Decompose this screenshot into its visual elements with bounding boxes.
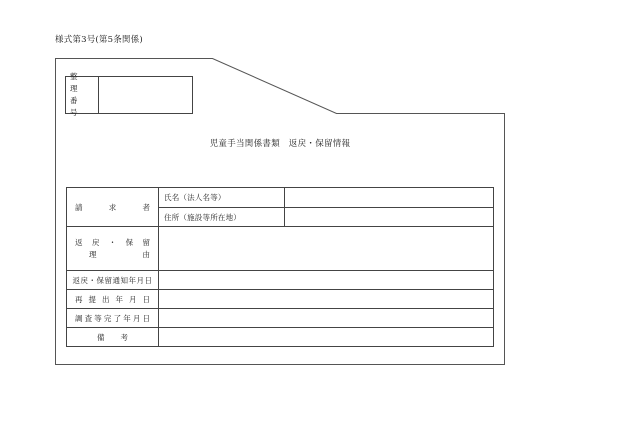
- claimant-label: 請求者: [67, 188, 159, 227]
- remarks-label: 備考: [67, 328, 159, 347]
- survey-done-date-field[interactable]: [159, 309, 494, 328]
- survey-done-date-row: [67, 309, 494, 328]
- return-reason-field[interactable]: [159, 227, 494, 271]
- address-field[interactable]: [285, 208, 494, 227]
- seiri-label-line2: 番 号: [70, 96, 83, 117]
- resubmit-date-label: 再提出年月日: [67, 290, 159, 309]
- survey-done-date-label: 調査等完了年月日: [67, 309, 159, 328]
- remarks-field[interactable]: [159, 328, 494, 347]
- info-table: [66, 187, 494, 347]
- return-reason-row: [67, 227, 494, 271]
- address-label: 住所（施設等所在地）: [159, 208, 285, 227]
- resubmit-date-field[interactable]: [159, 290, 494, 309]
- notice-date-row: [67, 271, 494, 290]
- seiri-bangou-field[interactable]: [99, 77, 192, 113]
- name-label: 氏名（法人名等）: [159, 188, 285, 208]
- return-reason-line1: 返戻・保留: [75, 237, 150, 247]
- seiri-bangou-box: [65, 72, 193, 117]
- document-title: 児童手当関係書類 返戻・保留情報: [209, 139, 351, 149]
- return-reason-label: [67, 227, 159, 271]
- return-reason-line2: 理由: [89, 249, 150, 259]
- seiri-label-line1: 整 理: [70, 72, 83, 93]
- name-field[interactable]: [285, 188, 494, 208]
- remarks-row: [67, 328, 494, 347]
- seiri-bangou-label: [66, 72, 99, 117]
- resubmit-date-row: [67, 290, 494, 309]
- form-number: 様式第3号(第5条関係): [55, 35, 143, 45]
- notice-date-label: 返戻・保留通知年月日: [67, 271, 159, 290]
- notice-date-field[interactable]: [159, 271, 494, 290]
- claimant-name-row: [67, 188, 494, 208]
